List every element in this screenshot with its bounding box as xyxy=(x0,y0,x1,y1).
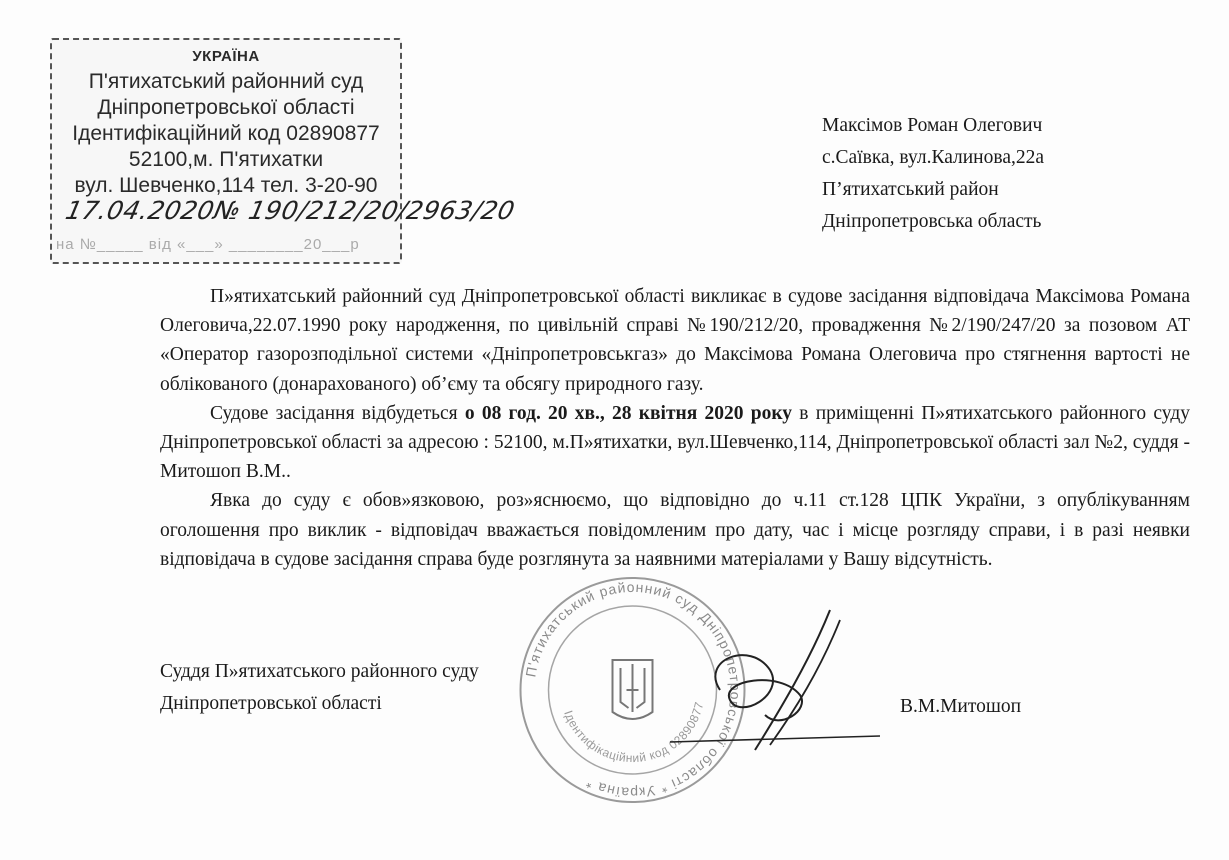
registration-stamp xyxy=(50,38,518,264)
trident-emblem-icon xyxy=(613,660,653,719)
stamp-street-phone: вул. Шевченко,114 тел. 3-20-90 xyxy=(74,174,378,197)
paragraph-summons: П»ятихатський районний суд Дніпропетровської області викликає в судове засідання відповідача Максімова Романа Олеговича,22.07.1990 року народження, по цивільній справі №190/212/20, провадження №2/190/247/20 за позовом АТ «Оператор газорозподільної системи «Дніпропетровськгаз» до Максімова Романа Олеговича про стягнення вартості не облікованого (донарахованого) об’єму та обсягу природного газу. xyxy=(160,286,1190,395)
seal-inner-text: Ідентифікаційний код 02890877 xyxy=(561,700,707,766)
hearing-date-time: о 08 год. 20 хв., 28 квітня 2020 року xyxy=(464,402,793,424)
stamp-city: 52100,м. П'ятихатки xyxy=(128,148,324,171)
addressee-district: П’ятихатський район xyxy=(822,179,999,200)
seal-outer-text: П'ятихатський районний суд Дніпропетровської області * Україна * xyxy=(522,578,744,802)
stamp-region: Дніпропетровської області xyxy=(97,96,355,119)
judge-title-line2: Дніпропетровської області xyxy=(160,693,382,714)
paragraph-hearing-details xyxy=(160,399,1190,487)
hearing-lead-text: Судове засідання відбудеться xyxy=(210,402,465,424)
stamp-handwritten-date-number: 17.04.2020№ 190/212/20/2963/20 xyxy=(62,196,518,225)
signature-block xyxy=(160,656,479,720)
stamp-country: УКРАЇНА xyxy=(192,48,260,65)
hearing-location-text: в приміщенні П»ятихатського районного суду Дніпропетровської області за адресою : 52100, м.П»ятихатки, вул.Шевченко,114, Дніпропетровської області зал №2, суддя - Митошоп В.М.. xyxy=(160,402,1190,483)
stamp-blank-reference-line: на №_____ від «___» ________20___р xyxy=(56,236,360,253)
summons-body xyxy=(160,282,1190,574)
judge-signature xyxy=(660,600,890,760)
addressee-address: с.Саївка, вул.Калинова,22а xyxy=(822,147,1045,168)
stamp-identification-code: Ідентифікаційний код 02890877 xyxy=(72,122,380,145)
paragraph-attendance-notice: Явка до суду є обов»язковою, роз»яснюємо, що відповідно до ч.11 ст.128 ЦПК України, з опублікуванням оголошення про виклик - відповідач вважається повідомленим про дату, час і місце розгляду справи, і в разі неявки відповідача в судове засідання справа буде розглянута за наявними матеріалами у Вашу відсутність. xyxy=(160,490,1190,570)
addressee-name: Максімов Роман Олегович xyxy=(822,115,1043,136)
addressee-block xyxy=(822,110,1044,238)
stamp-court-name: П'ятихатський районний суд xyxy=(88,70,364,93)
judge-name: В.М.Митошоп xyxy=(900,696,1022,717)
judge-title-line1: Суддя П»ятихатського районного суду xyxy=(160,661,479,682)
addressee-region: Дніпропетровська область xyxy=(822,211,1042,232)
